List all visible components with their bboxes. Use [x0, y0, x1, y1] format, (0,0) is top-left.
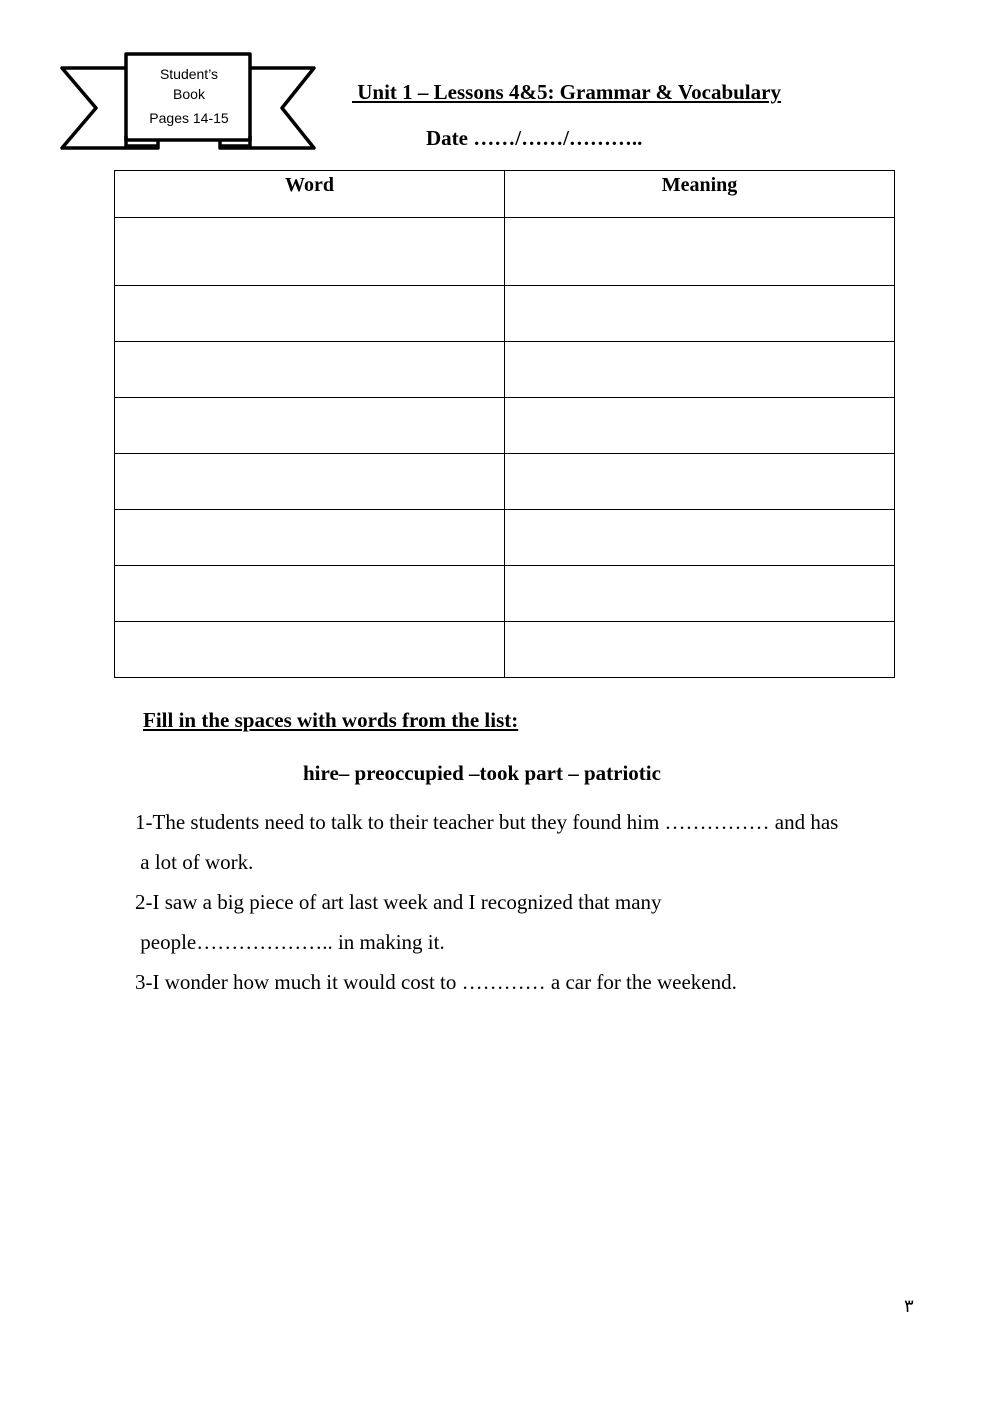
word-cell[interactable]	[115, 342, 505, 398]
meaning-cell[interactable]	[505, 510, 895, 566]
question-2-line-1: 2-I saw a big piece of art last week and I recognized that many	[135, 890, 662, 914]
question-2-line-2: people……………….. in making it.	[135, 930, 445, 954]
table-row	[115, 622, 895, 678]
question-1-line-1: 1-The students need to talk to their teacher but they found him …………… and has	[135, 810, 839, 834]
table-row	[115, 218, 895, 286]
meaning-column-header: Meaning	[505, 171, 895, 218]
table-row	[115, 286, 895, 342]
table-row	[115, 510, 895, 566]
meaning-cell[interactable]	[505, 398, 895, 454]
question-3-line-1: 3-I wonder how much it would cost to ………… a car for the weekend.	[135, 970, 737, 994]
page-title: Unit 1 – Lessons 4&5: Grammar & Vocabulary	[352, 80, 781, 104]
banner-label	[126, 64, 252, 128]
table-row	[115, 566, 895, 622]
meaning-cell[interactable]	[505, 622, 895, 678]
word-cell[interactable]	[115, 398, 505, 454]
question-1-line-2: a lot of work.	[135, 850, 254, 874]
table-header-row	[115, 171, 895, 218]
table-row	[115, 398, 895, 454]
word-cell[interactable]	[115, 566, 505, 622]
meaning-cell[interactable]	[505, 454, 895, 510]
meaning-cell[interactable]	[505, 286, 895, 342]
word-cell[interactable]	[115, 286, 505, 342]
meaning-cell[interactable]	[505, 566, 895, 622]
meaning-cell[interactable]	[505, 218, 895, 286]
students-book-banner	[60, 52, 318, 152]
page-number: ٣	[904, 1296, 914, 1316]
word-cell[interactable]	[115, 454, 505, 510]
date-line: Date ……/……/………..	[426, 126, 643, 150]
banner-line-1: Student’s	[159, 66, 219, 82]
exercise-heading: Fill in the spaces with words from the list:	[143, 708, 519, 732]
word-list: hire– preoccupied –took part – patriotic	[303, 761, 661, 785]
word-cell[interactable]	[115, 510, 505, 566]
vocabulary-table	[114, 170, 895, 678]
banner-pages: Pages 14-15	[149, 110, 229, 126]
banner-line-2: Book	[173, 86, 205, 102]
word-column-header: Word	[115, 171, 505, 218]
word-cell[interactable]	[115, 218, 505, 286]
meaning-cell[interactable]	[505, 342, 895, 398]
word-cell[interactable]	[115, 622, 505, 678]
table-row	[115, 342, 895, 398]
table-row	[115, 454, 895, 510]
